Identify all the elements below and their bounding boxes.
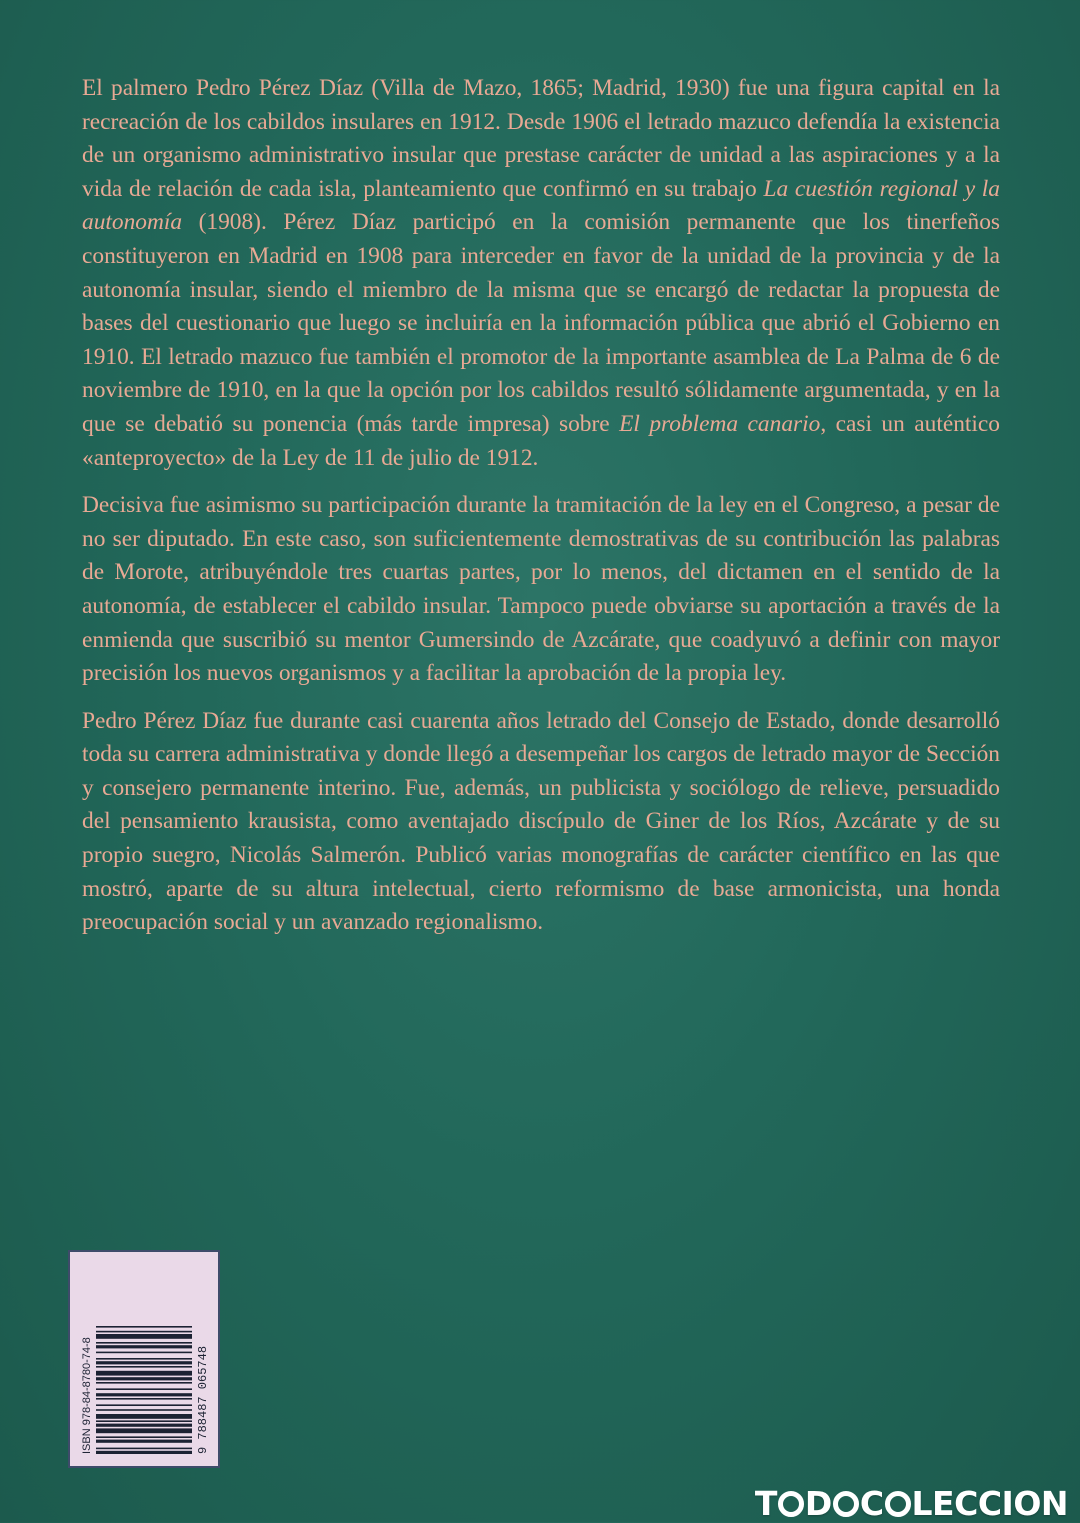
barcode-bar (96, 1404, 192, 1406)
barcode-bar (96, 1436, 192, 1438)
todocoleccion-watermark (755, 1484, 1068, 1523)
paragraph-1-text-b: (1908). Pérez Díaz participó en la comisión permanente que los tinerfeños constituyeron en Madrid en 1908 para interceder en favor de la unidad de la provincia y de la autonomía insular, siendo el miembro de la misma que se encargó de redactar la propuesta de bases del cuestionario que luego se incluiría en la información pública que abrió el Gobierno en 1910. El letrado mazuco fue también el promotor de la importante asamblea de La Palma de 6 de noviembre de 1910, en la que la opción por los cabildos resultó sólidamente argumentada, y en la que se debatió su ponencia (más tarde impresa) sobre (82, 209, 1000, 437)
watermark-text-3: C (859, 1484, 884, 1523)
barcode-bar (96, 1358, 192, 1360)
barcode-bar (96, 1388, 192, 1390)
barcode-bar (96, 1331, 192, 1333)
isbn-label: ISBN 978-84-8780-74-8 (81, 1337, 93, 1454)
synopsis-paragraph-2: Decisiva fue asimismo su participación durante la tramitación de la ley en el Congreso, a pesar de no ser diputado. En este caso, son suficientemente demostrativas de su contribución las palabras de Morote, atribuyéndole tres cuartas partes, por lo menos, del dictamen en el sentido de la autonomía, de establecer el cabildo insular. Tampoco puede obviarse su aportación a través de la enmienda que suscribió su mentor Gumersindo de Azcárate, que coadyuvó a definir con mayor precisión los nuevos organismos y a facilitar la aprobación de la propia ley. (82, 492, 1000, 687)
paragraph-1-text-a: El palmero Pedro Pérez Díaz (Villa de Mazo, 1865; Madrid, 1930) fue una figura capital en la recreación de los cabildos insulares en 1912. Desde 1906 el letrado mazuco defendía la existencia de un organismo administrativo insular que prestase carácter de unidad a las aspiraciones y a la vida de relación de cada isla, planteamiento que confirmó en su trabajo (82, 75, 1000, 202)
synopsis-text (82, 72, 1000, 954)
barcode-bar (96, 1352, 192, 1354)
barcode-bar (96, 1361, 192, 1364)
barcode-bar (96, 1342, 192, 1344)
barcode-bar (96, 1398, 192, 1400)
watermark-o-icon (778, 1491, 804, 1517)
watermark-text-2: D (804, 1484, 832, 1523)
barcode-bar (96, 1420, 192, 1422)
watermark-text-4: LECCION (911, 1484, 1068, 1523)
barcode-bar (96, 1409, 192, 1411)
barcode-bar (96, 1393, 192, 1396)
barcode-bar (96, 1366, 192, 1368)
work-title-problema-canario: El problema canario (619, 410, 821, 437)
barcode-bar (96, 1377, 192, 1380)
barcode-bar (96, 1440, 192, 1443)
barcode-bar (96, 1345, 192, 1348)
barcode-bar (96, 1451, 192, 1454)
barcode-bar (96, 1371, 192, 1376)
paragraph-1-text-c: , casi un auténtico «anteproyecto» de la Ley de 11 de julio de 1912. (82, 410, 1001, 471)
barcode-bar (96, 1428, 192, 1433)
watermark-o-icon (885, 1491, 911, 1517)
watermark-o-icon (833, 1491, 859, 1517)
barcode-digits: 9 788487 065748 (196, 1345, 210, 1454)
barcode-icon (78, 1260, 210, 1458)
barcode-bar (96, 1448, 192, 1450)
barcode-bar (96, 1424, 192, 1427)
barcode-bars (96, 1326, 192, 1454)
isbn-barcode-sticker (68, 1250, 220, 1468)
watermark-text-1: T (754, 1484, 777, 1523)
barcode-bar (96, 1414, 192, 1419)
work-title-cuestion-regional: La cuestión regional y la autonomía (82, 175, 1000, 236)
barcode-bar (96, 1334, 192, 1339)
synopsis-paragraph-3: Pedro Pérez Díaz fue durante casi cuarenta años letrado del Consejo de Estado, donde desarrolló toda su carrera administrativa y donde llegó a desempeñar los cargos de letrado mayor de Sección y consejero permanente interino. Fue, además, un publicista y sociólogo de relieve, persuadido del pensamiento krausista, como aventajado discípulo de Giner de los Ríos, Azcárate y de su propio suegro, Nicolás Salmerón. Publicó varias monografías de carácter científico en las que mostró, aparte de su altura intelectual, cierto reformismo de base armonicista, una honda preocupación social y un avanzado regionalismo. (82, 707, 1000, 936)
barcode-bar (96, 1326, 192, 1328)
synopsis-paragraph-1 (82, 72, 1000, 475)
barcode-bar (96, 1382, 192, 1384)
